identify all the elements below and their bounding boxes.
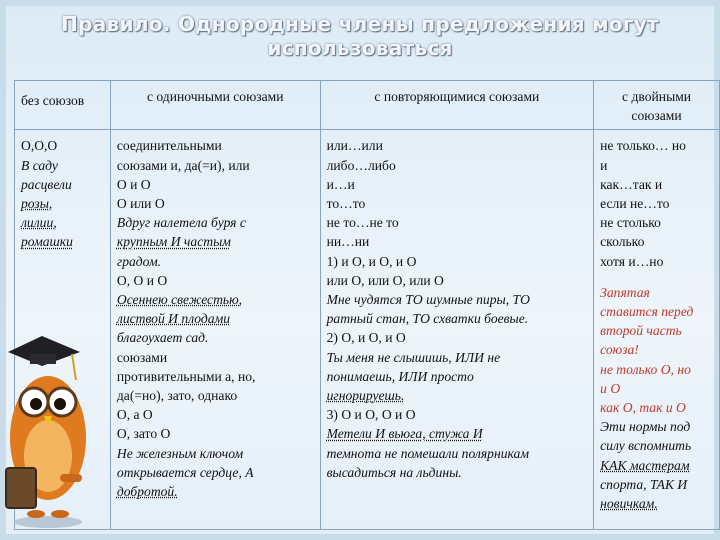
rule-line: союзами и, да(=и), или: [116, 157, 250, 173]
cell-single-conjunctions: [110, 130, 320, 530]
example-line: крупным И частым: [116, 234, 231, 250]
rule-line: О или О: [116, 196, 165, 212]
example-line: игнорируешь.: [326, 388, 405, 404]
rule-line: либо…либо: [326, 157, 396, 173]
owl-scholar-illustration: [2, 318, 94, 530]
example-line: розы,: [21, 196, 53, 212]
rule-line: то…то: [326, 196, 366, 212]
cap-tassel: [72, 354, 76, 380]
header-single-conjunctions: с одиночными союзами: [110, 81, 320, 130]
rule-line: да(=но), зато, однако: [116, 388, 238, 404]
example-line: высадиться на льдины.: [326, 464, 462, 480]
example-line: КАК мастерам: [600, 457, 690, 473]
example-line: Метели И вьюга, стужа И: [326, 426, 483, 442]
rule-line: не столько: [600, 215, 661, 231]
header-double-conjunctions: с двойными союзами: [594, 81, 720, 130]
owl-left-foot: [27, 510, 45, 518]
rule-line: сколько: [600, 234, 645, 250]
book-icon: [6, 468, 36, 508]
example-line: Мне чудятся ТО шумные пиры, ТО: [326, 292, 530, 308]
cap-base: [30, 354, 56, 364]
rule-line: хотя и…но: [600, 253, 664, 269]
rule-line: не то…не то: [326, 215, 399, 231]
header-row: [15, 81, 720, 130]
rule-line: если не…то: [600, 196, 670, 212]
cell-double-conjunctions: [594, 130, 720, 530]
example-line: Ты меня не слышишь, ИЛИ не: [326, 349, 501, 365]
owl-right-pupil: [54, 398, 66, 410]
rule-line: и…и: [326, 176, 355, 192]
rule-line: или…или: [326, 138, 383, 154]
rule-line: и: [600, 157, 608, 173]
example-line: понимаешь, ИЛИ просто: [326, 368, 474, 384]
example-line: благоухает сад.: [116, 330, 209, 346]
rule-line: 1) и О, и О, и О: [326, 253, 417, 269]
rule-line: О, а О: [116, 407, 153, 423]
owl-shadow: [14, 516, 82, 528]
example-line: градом.: [116, 253, 162, 269]
comma-note: ставится перед: [600, 304, 694, 320]
example-line: лилии,: [21, 215, 57, 231]
example-line: спорта, ТАК И: [600, 476, 688, 492]
cell-repeating-conjunctions: [320, 130, 594, 530]
header-repeating-conjunctions: с повторяющимися союзами: [320, 81, 594, 130]
example-line: силу вспомнить: [600, 438, 692, 454]
comma-note: Запятая: [600, 284, 650, 300]
example-line: открывается сердце, А: [116, 464, 254, 480]
rule-line: О, зато О: [116, 426, 171, 442]
example-line: Вдруг налетела буря с: [116, 215, 246, 231]
example-line: Осеннею свежестью,: [116, 292, 243, 308]
example-line: темнота не помешали полярникам: [326, 445, 529, 461]
comma-note: второй часть: [600, 323, 682, 339]
formula: 3) О и О, О и О: [326, 407, 416, 423]
spacer: [600, 271, 715, 283]
rule-line: союзами: [116, 349, 168, 365]
title-line-2: использоваться: [267, 36, 453, 60]
owl-left-pupil: [30, 398, 42, 410]
title-line-1: Правило. Однородные члены предложения могут: [61, 12, 659, 36]
rule-line: О и О: [116, 176, 151, 192]
rule-line: противительными а, но,: [116, 368, 256, 384]
example-line: листвой И плодами: [116, 311, 231, 327]
owl-wing: [60, 474, 82, 482]
example-line: ромашки: [21, 234, 73, 250]
example-line: Не железным ключом: [116, 445, 244, 461]
example-line: Эти нормы под: [600, 419, 691, 435]
rule-line: или О, или О, или О: [326, 272, 444, 288]
conjunctions-table: [14, 80, 720, 530]
comma-note: и О: [600, 380, 621, 396]
example-line: ратный стан, ТО схватки боевые.: [326, 311, 529, 327]
comma-note: как О, так и О: [600, 400, 686, 416]
example-line: расцвели: [21, 176, 72, 192]
rule-line: ни…ни: [326, 234, 370, 250]
comma-note: союза!: [600, 342, 639, 358]
rule-line: не только… но: [600, 138, 686, 154]
formula: О, О и О: [116, 272, 168, 288]
formula: О,О,О: [21, 138, 58, 154]
example-line: В саду: [21, 157, 58, 173]
comma-note: не только О, но: [600, 361, 691, 377]
formula: 2) О, и О, и О: [326, 330, 406, 346]
content-row: [15, 130, 720, 530]
slide-title: [40, 12, 680, 60]
example-line: новичкам.: [600, 496, 658, 512]
rule-line: как…так и: [600, 176, 663, 192]
rule-line: соединительными: [116, 138, 222, 154]
example-line: добротой.: [116, 484, 178, 500]
header-no-conjunctions: без союзов: [15, 81, 111, 130]
owl-right-foot: [51, 510, 69, 518]
